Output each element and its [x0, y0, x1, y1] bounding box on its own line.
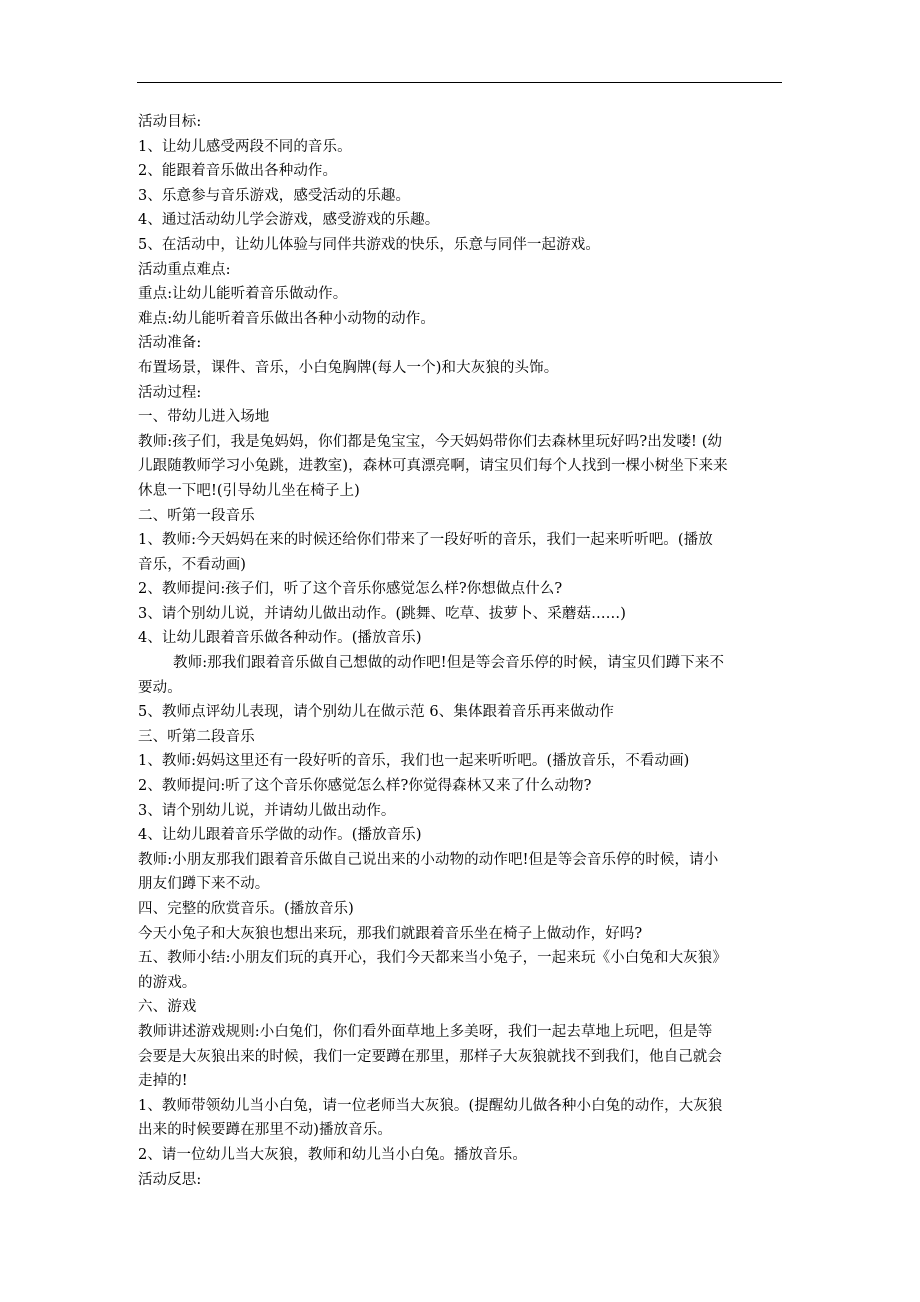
text-line: 1、教师带领幼儿当小白兔，请一位老师当大灰狼。(提醒幼儿做各种小白兔的动作，大灰狼 — [138, 1097, 723, 1114]
text-line: 1、教师:妈妈这里还有一段好听的音乐，我们也一起来听听吧。(播放音乐，不看动画) — [138, 753, 690, 770]
text-line: 一、带幼儿进入场地 — [138, 409, 270, 426]
text-line: 六、游戏 — [138, 999, 197, 1016]
text-line: 活动过程: — [138, 384, 202, 401]
text-line: 四、完整的欣赏音乐。(播放音乐) — [138, 901, 354, 917]
text-line: 教师:小朋友那我们跟着音乐做自己说出来的小动物的动作吧!但是等会音乐停的时候，请小 — [138, 851, 719, 868]
text-line: 朋友们蹲下来不动。 — [138, 876, 270, 893]
text-line: 活动目标: — [138, 114, 202, 130]
text-line: 要动。 — [138, 679, 182, 696]
text-line: 3、乐意参与音乐游戏，感受活动的乐趣。 — [138, 187, 411, 204]
text-line: 4、让幼儿跟着音乐学做的动作。(播放音乐) — [138, 827, 422, 844]
text-line: 儿跟随教师学习小兔跳，进教室)，森林可真漂亮啊，请宝贝们每个人找到一棵小树坐下来来 — [138, 458, 728, 475]
text-line: 4、通过活动幼儿学会游戏，感受游戏的乐趣。 — [138, 212, 440, 229]
text-line: 布置场景，课件、音乐，小白兔胸牌(每人一个)和大灰狼的头饰。 — [138, 359, 559, 376]
text-line: 今天小兔子和大灰狼也想出来玩，那我们就跟着音乐坐在椅子上做动作，好吗? — [138, 925, 643, 942]
text-line: 五、教师小结:小朋友们玩的真开心，我们今天都来当小兔子，一起来玩《小白兔和大灰狼》 — [138, 950, 727, 967]
text-line: 2、能跟着音乐做出各种动作。 — [138, 163, 338, 180]
text-line: 会要是大灰狼出来的时候，我们一定要蹲在那里，那样子大灰狼就找不到我们，他自己就会 — [138, 1048, 722, 1065]
text-line: 2、教师提问:孩子们，听了这个音乐你感觉怎么样?你想做点什么? — [138, 581, 563, 598]
text-line: 活动准备: — [138, 335, 202, 352]
text-line: 重点:让幼儿能听着音乐做动作。 — [138, 286, 348, 303]
text-line: 出来的时候要蹲在那里不动)播放音乐。 — [138, 1122, 392, 1139]
text-line: 5、在活动中，让幼儿体验与同伴共游戏的快乐，乐意与同伴一起游戏。 — [138, 236, 600, 253]
text-line: 三、听第二段音乐 — [138, 728, 255, 745]
text-line: 2、请一位幼儿当大灰狼，教师和幼儿当小白兔。播放音乐。 — [138, 1146, 527, 1163]
text-line: 教师:孩子们，我是兔妈妈，你们都是兔宝宝，今天妈妈带你们去森林里玩好吗?出发喽! (幼 — [138, 433, 723, 450]
text-line: 教师讲述游戏规则:小白兔们，你们看外面草地上多美呀，我们一起去草地上玩吧，但是等 — [138, 1023, 713, 1040]
text-line: 5、教师点评幼儿表现，请个别幼儿在做示范 6、集体跟着音乐再来做动作 — [138, 704, 614, 721]
text-line: 走掉的! — [138, 1073, 188, 1090]
text-line: 1、教师:今天妈妈在来的时候还给你们带来了一段好听的音乐，我们一起来听听吧。(播放 — [138, 532, 713, 549]
text-line: 教师:那我们跟着音乐做自己想做的动作吧!但是等会音乐停的时候，请宝贝们蹲下来不 — [173, 655, 725, 672]
text-line: 二、听第一段音乐 — [138, 507, 255, 524]
text-line: 休息一下吧!(引导幼儿坐在椅子上) — [138, 482, 360, 499]
header-rule — [137, 82, 782, 83]
document-body — [138, 110, 786, 1192]
text-line: 3、请个别幼儿说，并请幼儿做出动作。 — [138, 802, 396, 819]
text-line: 活动反思: — [138, 1171, 202, 1188]
text-line: 1、让幼儿感受两段不同的音乐。 — [138, 138, 352, 155]
text-line: 活动重点难点: — [138, 261, 231, 278]
text-line: 3、请个别幼儿说，并请幼儿做出动作。(跳舞、吃草、拔萝卜、采蘑菇……) — [138, 605, 627, 622]
text-line: 4、让幼儿跟着音乐做各种动作。(播放音乐) — [138, 630, 422, 647]
text-line: 2、教师提问:听了这个音乐你感觉怎么样?你觉得森林又来了什么动物? — [138, 778, 592, 795]
text-line: 音乐，不看动画) — [138, 556, 246, 573]
text-line: 难点:幼儿能听着音乐做出各种小动物的动作。 — [138, 310, 435, 327]
text-line: 的游戏。 — [138, 974, 197, 991]
